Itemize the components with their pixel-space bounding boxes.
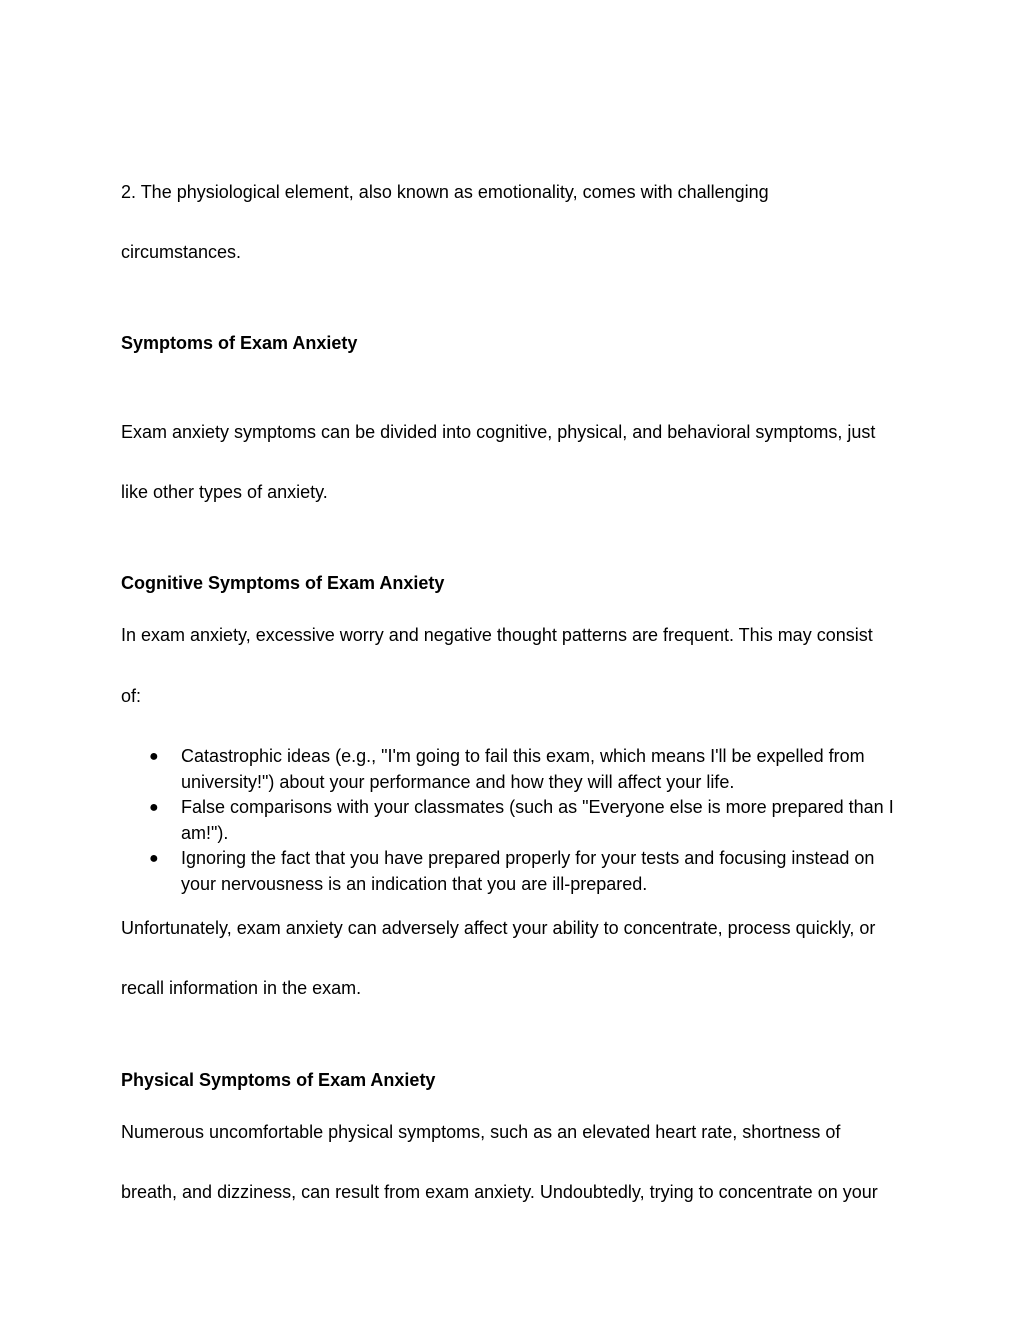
- paragraph-line: Unfortunately, exam anxiety can adversely affect your ability to concentrate, process quickly, or: [121, 918, 876, 938]
- list-item: [121, 846, 921, 897]
- paragraph-line: like other types of anxiety.: [121, 482, 328, 502]
- section-heading-physical: Physical Symptoms of Exam Anxiety: [121, 1070, 436, 1090]
- paragraph-line: Numerous uncomfortable physical symptoms, such as an elevated heart rate, shortness of: [121, 1122, 841, 1142]
- list-item: [121, 795, 921, 846]
- paragraph-line: circumstances.: [121, 242, 242, 262]
- section-heading-cognitive: Cognitive Symptoms of Exam Anxiety: [121, 573, 445, 593]
- paragraph-line: 2. The physiological element, also known as emotionality, comes with challenging: [121, 182, 769, 202]
- list-item-line: Catastrophic ideas (e.g., "I'm going to fail this exam, which means I'll be expelled from: [181, 746, 865, 766]
- list-item-line: Ignoring the fact that you have prepared properly for your tests and focusing instead on: [181, 848, 875, 868]
- bullet-icon: ●: [149, 850, 159, 867]
- cognitive-symptoms-list: [121, 744, 921, 897]
- paragraph-line: In exam anxiety, excessive worry and negative thought patterns are frequent. This may consist: [121, 625, 873, 645]
- list-item-line: False comparisons with your classmates (such as "Everyone else is more prepared than I: [181, 797, 894, 817]
- paragraph-line: recall information in the exam.: [121, 978, 362, 998]
- paragraph-line: breath, and dizziness, can result from exam anxiety. Undoubtedly, trying to concentrate on your: [121, 1182, 878, 1202]
- section-heading-symptoms: Symptoms of Exam Anxiety: [121, 333, 358, 353]
- bullet-icon: ●: [149, 799, 159, 816]
- list-item-line: am!").: [181, 822, 229, 843]
- list-item: [121, 744, 921, 795]
- paragraph-line: of:: [121, 686, 142, 706]
- list-item-line: your nervousness is an indication that you are ill-prepared.: [181, 873, 648, 894]
- paragraph-line: Exam anxiety symptoms can be divided into cognitive, physical, and behavioral symptoms, just: [121, 422, 876, 442]
- bullet-icon: ●: [149, 748, 159, 765]
- list-item-line: university!") about your performance and how they will affect your life.: [181, 771, 735, 792]
